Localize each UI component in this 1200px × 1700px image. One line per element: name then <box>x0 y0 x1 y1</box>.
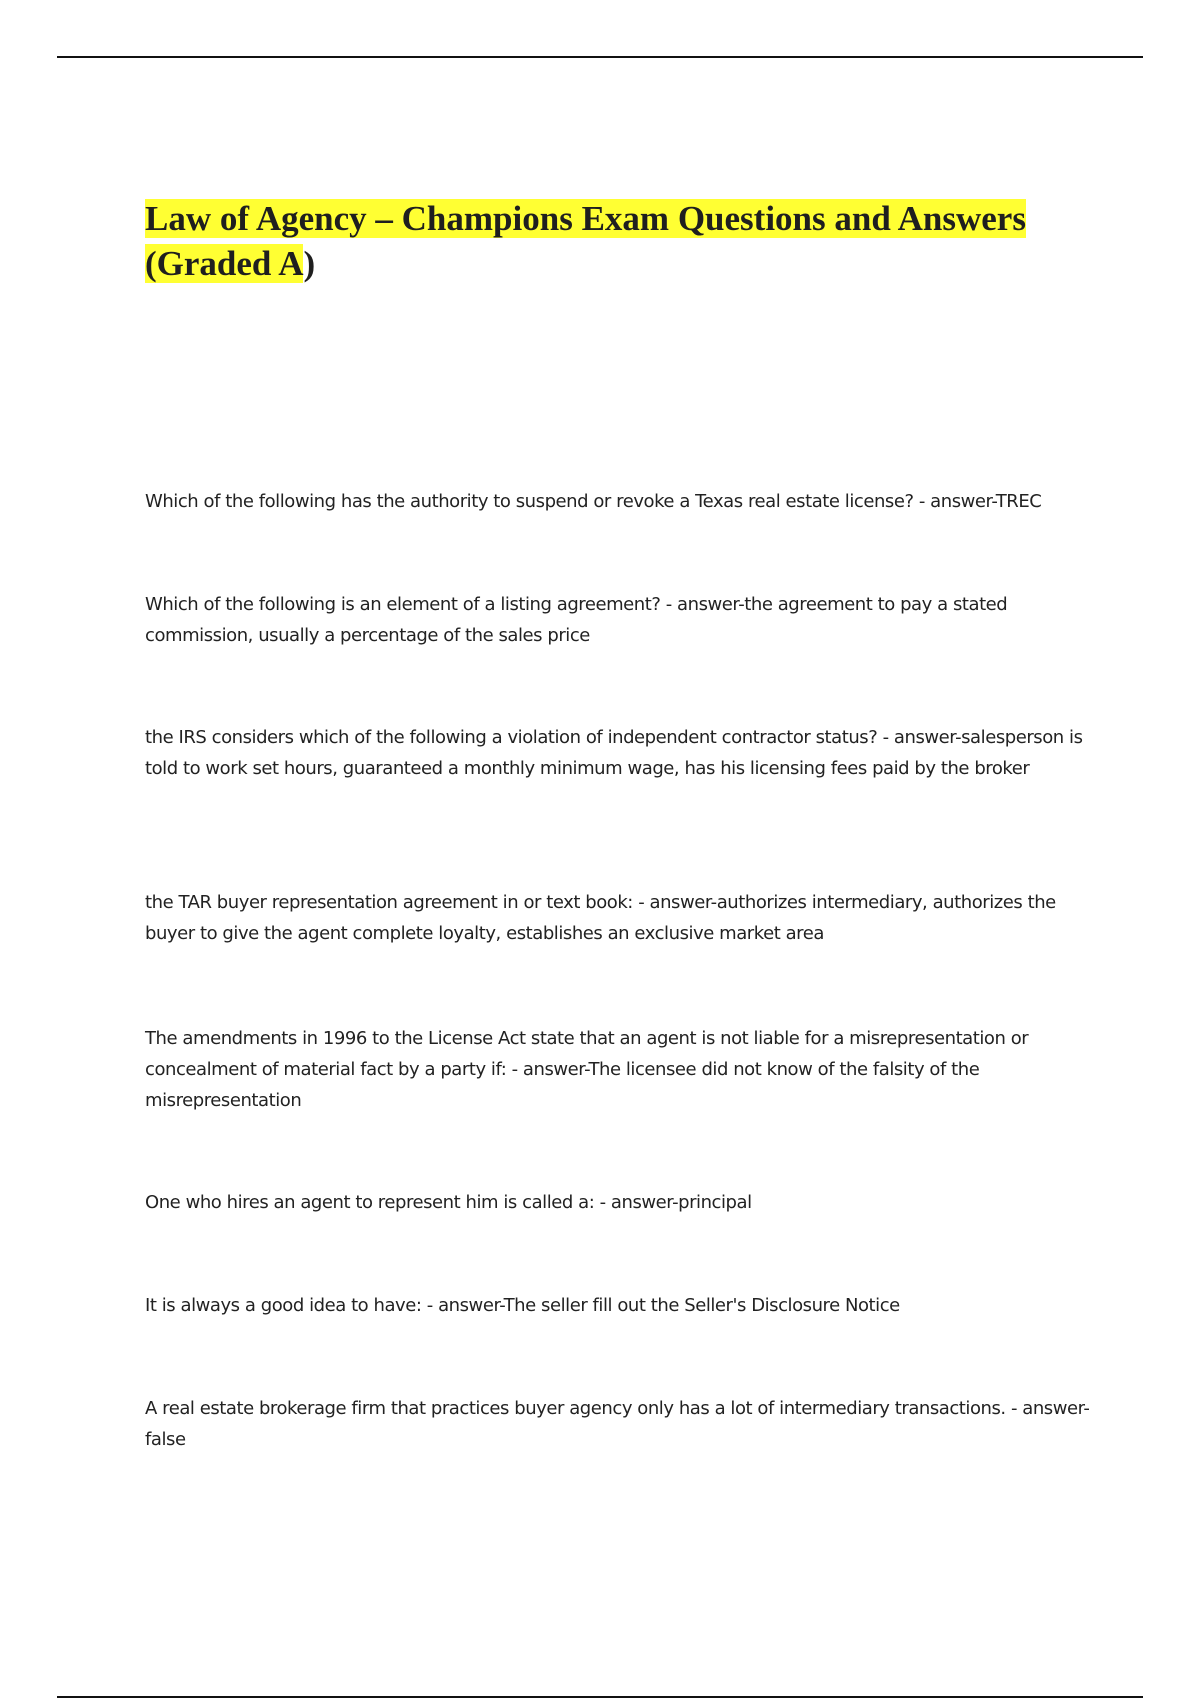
footer-rule <box>57 1696 1143 1698</box>
header-rule <box>57 56 1143 58</box>
qa-item-6: One who hires an agent to represent him is called a: - answer-principal <box>145 1192 752 1213</box>
qa-item-8: A real estate brokerage firm that practices buyer agency only has a lot of intermediary transactions. - answer-false <box>145 1398 1090 1450</box>
qa-item-7: It is always a good idea to have: - answer-The seller fill out the Seller's Disclosure Notice <box>145 1295 900 1316</box>
document-title <box>145 196 1095 286</box>
qa-item-5: The amendments in 1996 to the License Act state that an agent is not liable for a misrepresentation or concealment of material fact by a party if: - answer-The licensee did not know of the falsity of the misrepresentation <box>145 1028 1029 1111</box>
qa-item-3: the IRS considers which of the following a violation of independent contractor status? - answer-salesperson is told to work set hours, guaranteed a monthly minimum wage, has his licensing fees paid by the broker <box>145 727 1083 779</box>
title-highlight: Law of Agency – Champions Exam Questions and Answers (Graded A <box>145 199 1026 283</box>
qa-item-2: Which of the following is an element of a listing agreement? - answer-the agreement to pay a stated commission, usually a percentage of the sales price <box>145 594 1008 646</box>
qa-item-4: the TAR buyer representation agreement in or text book: - answer-authorizes intermediary, authorizes the buyer to give the agent complete loyalty, establishes an exclusive market area <box>145 892 1056 944</box>
title-tail: ) <box>303 244 316 283</box>
qa-item-1: Which of the following has the authority to suspend or revoke a Texas real estate license? - answer-TREC <box>145 491 1042 512</box>
